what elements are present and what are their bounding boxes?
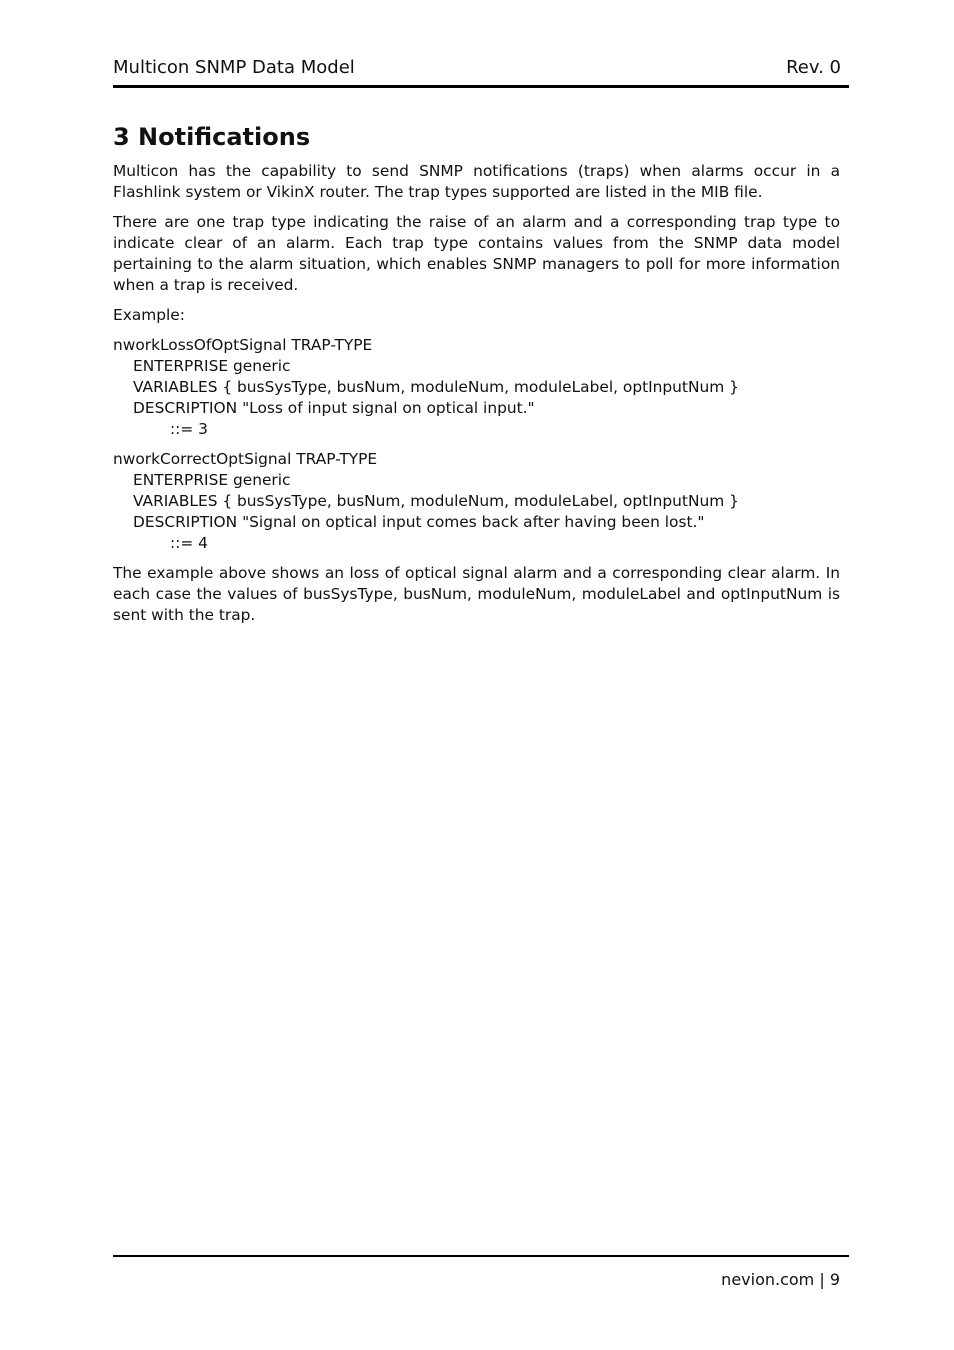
revision-label: Rev. 0	[786, 57, 841, 78]
section-heading: 3 Notifications	[113, 123, 311, 151]
closing-paragraph: The example above shows an loss of optical signal alarm and a corresponding clear alarm. In each case the values of busSysType, busNum, moduleNum, moduleLabel and optInputNum is sent with the trap.	[113, 564, 840, 624]
trap-description-line: DESCRIPTION "Loss of input signal on optical input."	[133, 399, 535, 417]
footer-divider	[113, 1255, 849, 1257]
trap-definition-correct	[113, 449, 840, 554]
trap-variables-line: VARIABLES { busSysType, busNum, moduleNum, moduleLabel, optInputNum }	[133, 378, 739, 396]
trap-value-line: ::= 4	[170, 534, 208, 552]
page-content	[113, 121, 840, 635]
trap-variables-line: VARIABLES { busSysType, busNum, moduleNum, moduleLabel, optInputNum }	[133, 492, 739, 510]
page-header	[113, 55, 849, 88]
trap-enterprise-line: ENTERPRISE generic	[133, 357, 291, 375]
footer-page-info: nevion.com | 9	[721, 1270, 840, 1289]
trap-description-line: DESCRIPTION "Signal on optical input comes back after having been lost."	[133, 513, 705, 531]
intro-paragraph: Multicon has the capability to send SNMP notifications (traps) when alarms occur in a Flashlink system or VikinX router. The trap types supported are listed in the MIB file.	[113, 162, 840, 201]
trap-definition-loss	[113, 335, 840, 440]
example-label: Example:	[113, 306, 185, 324]
trap-enterprise-line: ENTERPRISE generic	[133, 471, 291, 489]
trap-value-line: ::= 3	[170, 420, 208, 438]
document-title: Multicon SNMP Data Model	[113, 57, 355, 78]
trap-name-line: nworkLossOfOptSignal TRAP-TYPE	[113, 336, 373, 354]
trap-types-paragraph: There are one trap type indicating the raise of an alarm and a corresponding trap type to indicate clear of an alarm. Each trap type contains values from the SNMP data model pertaining to the alarm situation, which enables SNMP managers to poll for more information when a trap is received.	[113, 213, 840, 294]
trap-name-line: nworkCorrectOptSignal TRAP-TYPE	[113, 450, 378, 468]
